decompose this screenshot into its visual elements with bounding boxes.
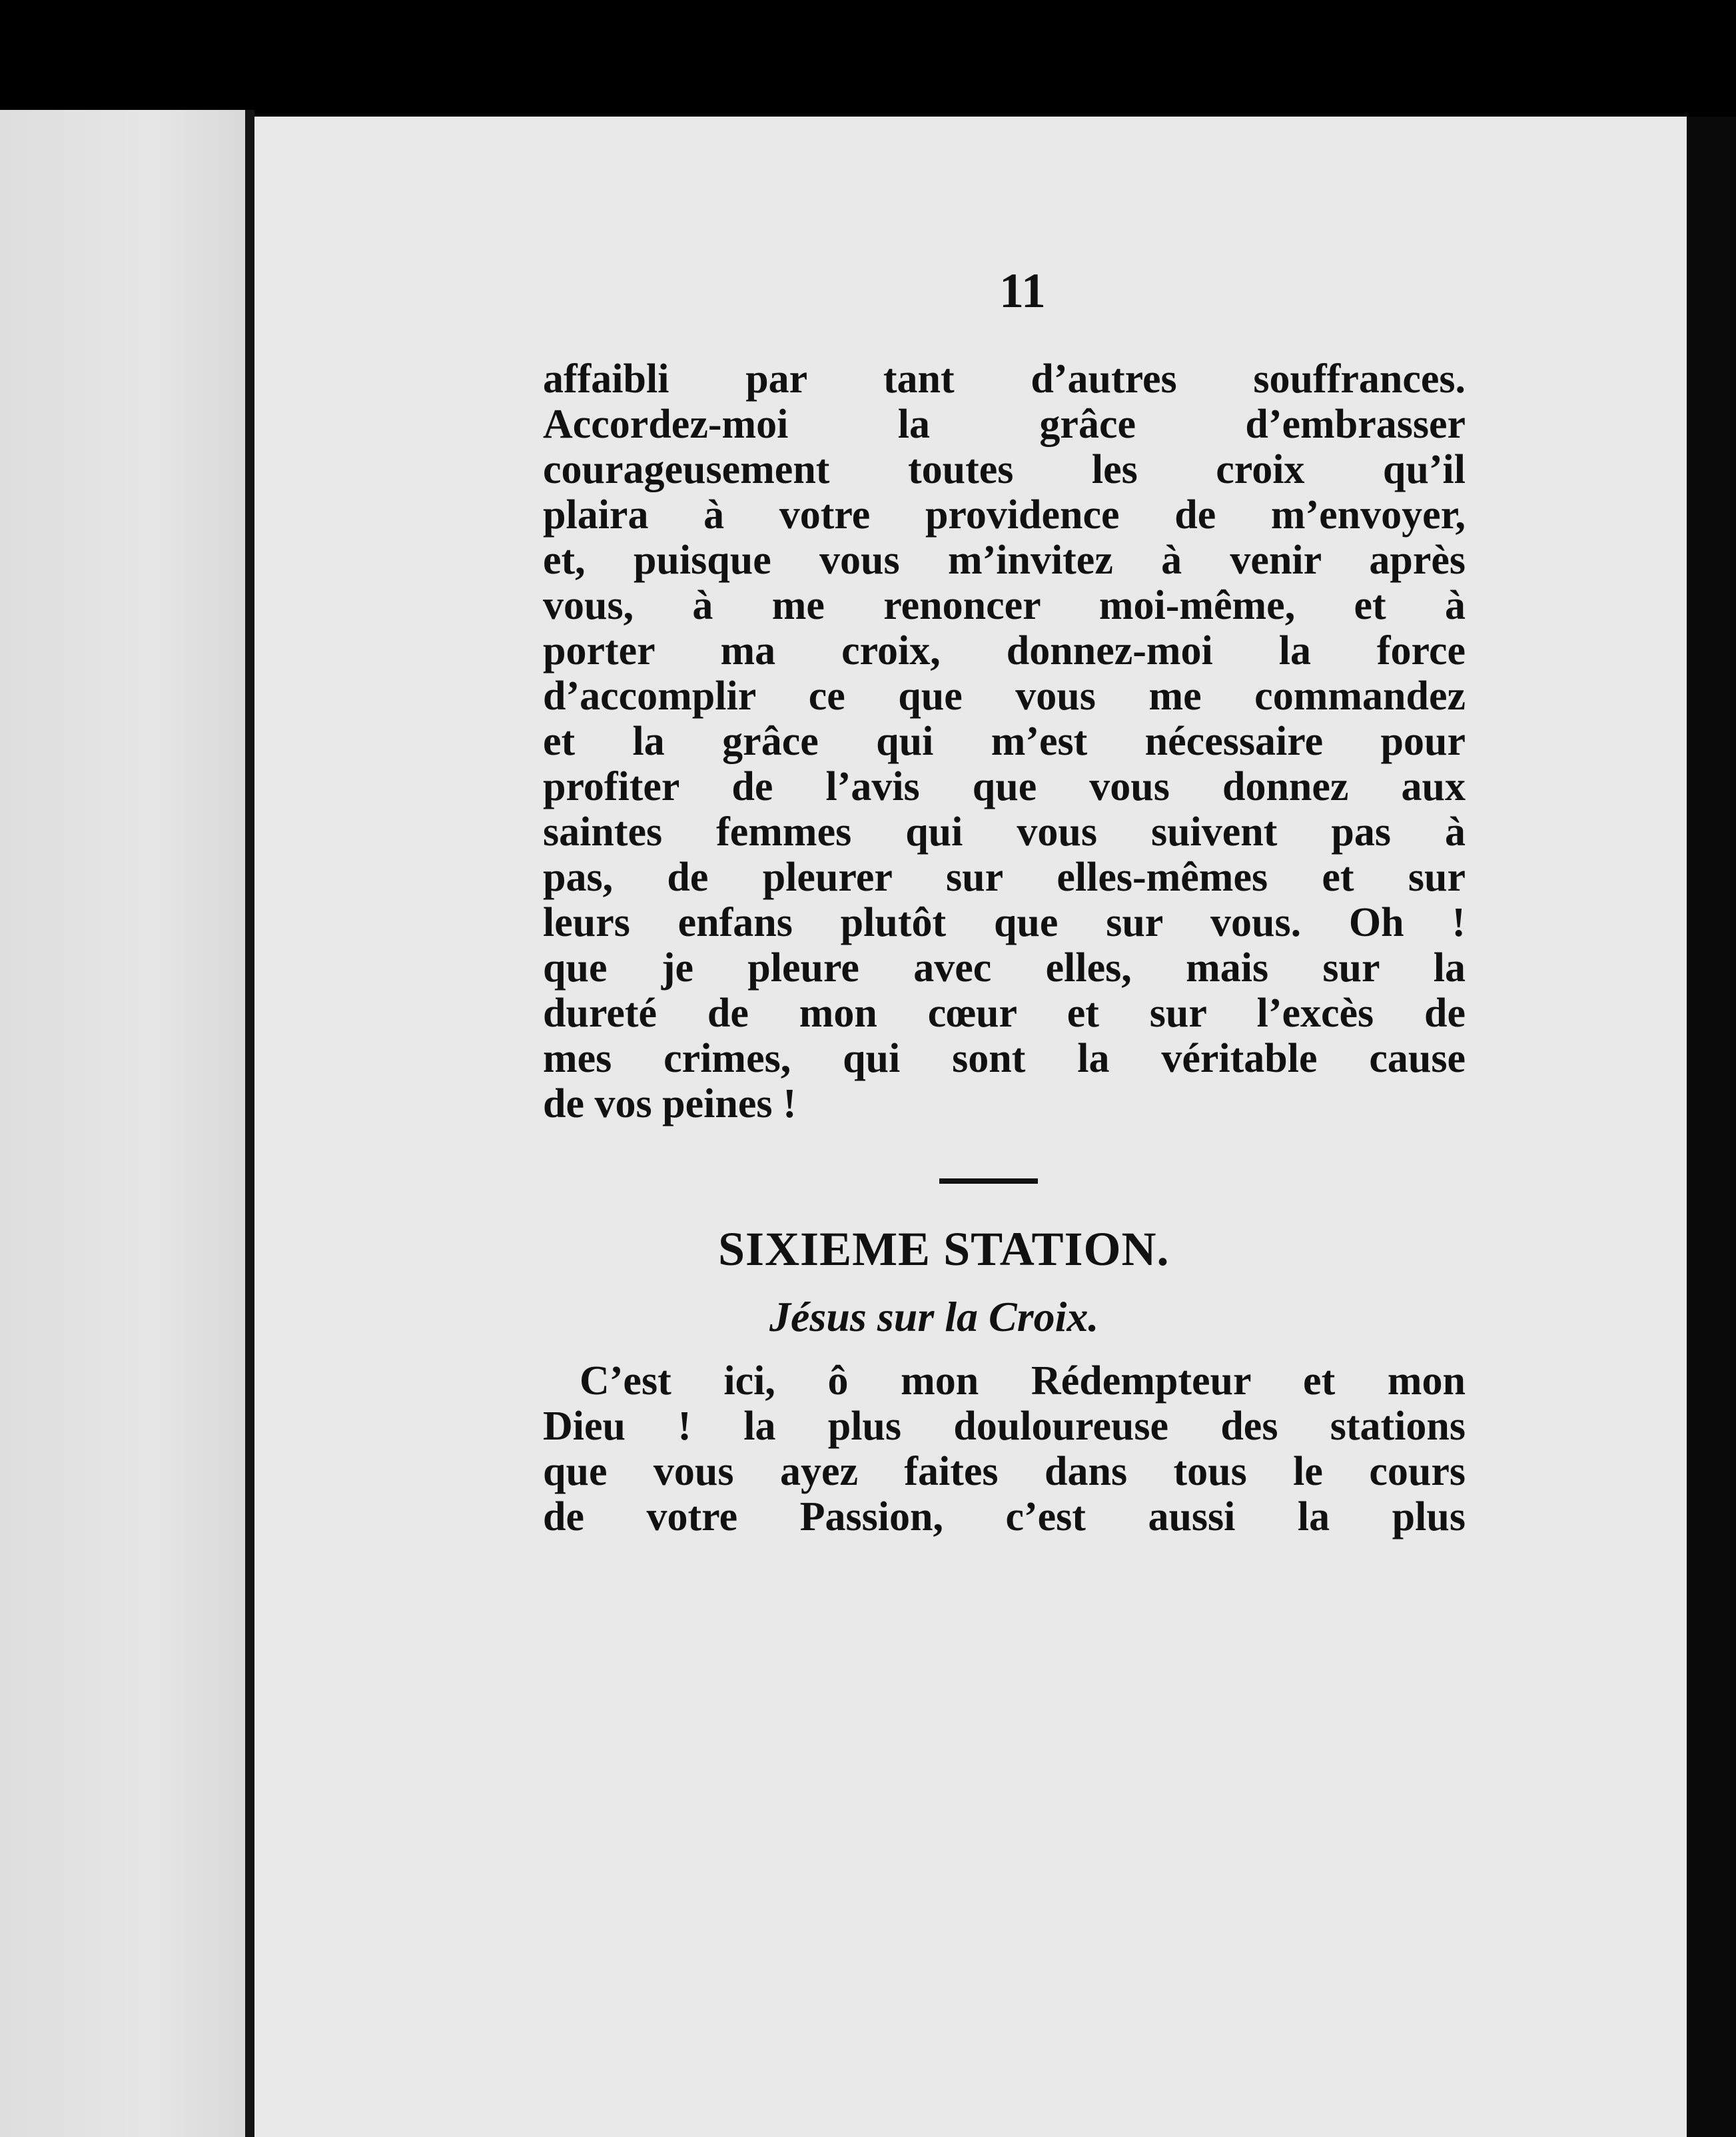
section-subheading: Jésus sur la Croix. [769,1293,1099,1340]
left-page-edge [0,110,252,2137]
text-line: Accordez-moi la grâce d’embrasser [543,402,1466,447]
text-line: Dieu ! la plus douloureuse des stations [543,1404,1466,1449]
text-line: porter ma croix, donnez-moi la force [543,628,1466,673]
text-line: leurs enfans plutôt que sur vous. Oh ! [543,900,1466,945]
section-heading: SIXIEME STATION. [718,1222,1170,1276]
text-line: de vos peines ! [543,1081,797,1126]
text-line: dureté de mon cœur et sur l’excès de [543,991,1466,1036]
text-line: que vous ayez faites dans tous le cours [543,1449,1466,1494]
paragraph-2 [543,1358,1466,1539]
text-line: plaira à votre providence de m’envoyer, [543,492,1466,538]
text-line: mes crimes, qui sont la véritable cause [543,1036,1466,1081]
body-text [543,356,1466,1539]
text-line: de votre Passion, c’est aussi la plus [543,1494,1466,1539]
text-line: C’est ici, ô mon Rédempteur et mon [580,1358,1466,1404]
text-line: et, puisque vous m’invitez à venir après [543,538,1466,583]
text-line: et la grâce qui m’est nécessaire pour [543,719,1466,764]
text-line: profiter de l’avis que vous donnez aux [543,764,1466,809]
paragraph-1 [543,356,1466,1126]
text-line: pas, de pleurer sur elles-mêmes et sur [543,855,1466,900]
book-gutter [245,110,254,2137]
text-line: d’accomplir ce que vous me commandez [543,673,1466,719]
page-number: 11 [999,264,1046,318]
text-line: vous, à me renoncer moi-même, et à [543,583,1466,628]
text-line: courageusement toutes les croix qu’il [543,447,1466,492]
text-line: que je pleure avec elles, mais sur la [543,945,1466,991]
right-page-border [1687,117,1736,2137]
text-line: saintes femmes qui vous suivent pas à [543,809,1466,855]
text-line: affaibli par tant d’autres souffrances. [543,356,1466,402]
section-divider [939,1178,1038,1184]
